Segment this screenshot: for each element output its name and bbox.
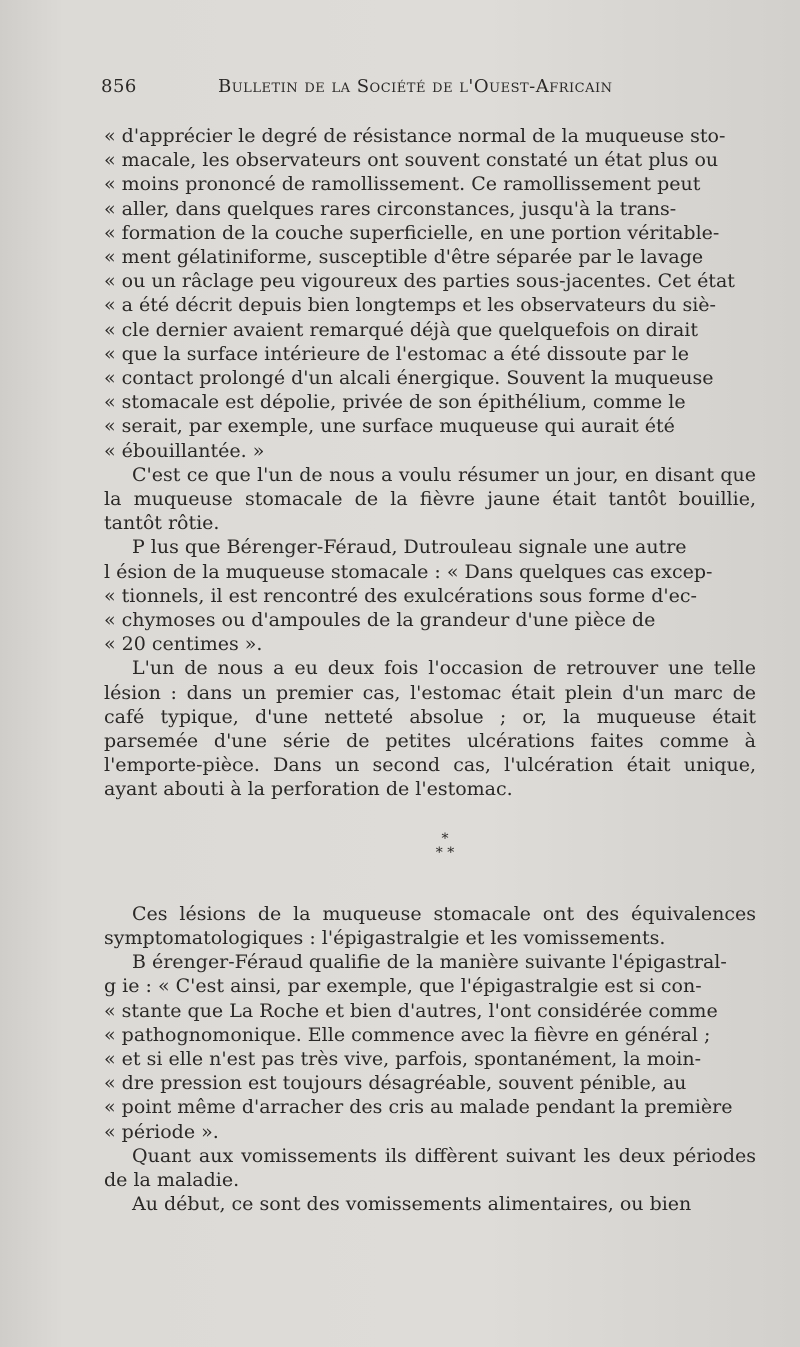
quote-line: « que la surface intérieure de l'estomac a été dissoute par le bbox=[104, 342, 689, 365]
page-number: 856 bbox=[101, 76, 137, 97]
quote-line: « macale, les observateurs ont souvent constaté un état plus ou bbox=[104, 149, 719, 172]
quote-line: « d'apprécier le degré de résistance normal de la muqueuse sto- bbox=[104, 125, 726, 147]
paragraph: C'est ce que l'un de nous a voulu résumer un jour, en disant que la muqueuse stomacale de la fièvre jaune était tantôt bouillie, tantôt rôtie. bbox=[104, 463, 756, 535]
quote-line: « ment gélatiniforme, susceptible d'être séparée par le lavage bbox=[104, 246, 704, 269]
ornament-stars: * * bbox=[435, 844, 455, 861]
paragraph-line: Plus que Bérenger-Féraud, Dutrouleau signale une autre bbox=[132, 536, 687, 559]
paragraph: Ces lésions de la muqueuse stomacale ont des équivalences symptomatologiques : l'épigastralgie et les vomissements. bbox=[104, 902, 756, 949]
ornament-star: * bbox=[441, 830, 449, 847]
quotation-block bbox=[104, 124, 756, 463]
quote-line: « dre pression est toujours désagréable, souvent pénible, au bbox=[104, 1072, 687, 1095]
quote-line: « a été décrit depuis bien longtemps et les observateurs du siè- bbox=[104, 294, 716, 317]
paragraph bbox=[104, 950, 756, 1144]
quote-line: « point même d'arracher des cris au malade pendant la première bbox=[104, 1096, 733, 1119]
quote-line: « moins prononcé de ramollissement. Ce ramollissement peut bbox=[104, 173, 701, 196]
page-header bbox=[101, 76, 761, 104]
quote-line: « stomacale est dépolie, privée de son épithélium, comme le bbox=[104, 391, 686, 414]
section-ornament bbox=[104, 832, 756, 860]
quote-line: « période ». bbox=[104, 1120, 219, 1143]
paragraph-line: lésion de la muqueuse stomacale : « Dans quelques cas excep- bbox=[104, 560, 713, 583]
paragraph-line: gie : « C'est ainsi, par exemple, que l'épigastralgie est si con- bbox=[104, 975, 702, 998]
quote-line: « formation de la couche superficielle, en une portion véritable- bbox=[104, 221, 720, 244]
quote-line: « ébouillantée. » bbox=[104, 439, 265, 462]
quote-line: « stante que La Roche et bien d'autres, l'ont considérée comme bbox=[104, 999, 718, 1022]
quote-line: « serait, par exemple, une surface muqueuse qui aurait été bbox=[104, 415, 675, 438]
body-text bbox=[104, 124, 756, 1216]
quote-line: « tionnels, il est rencontré des exulcérations sous forme d'ec- bbox=[104, 584, 697, 607]
quote-line: « cle dernier avaient remarqué déjà que quelquefois on dirait bbox=[104, 318, 699, 341]
paragraph-line: Bérenger-Féraud qualifie de la manière suivante l'épigastral- bbox=[132, 951, 727, 974]
paragraph: Au début, ce sont des vomissements alimentaires, ou bien bbox=[132, 1193, 692, 1216]
quote-line: « chymoses ou d'ampoules de la grandeur d'une pièce de bbox=[104, 609, 656, 632]
quote-line: « 20 centimes ». bbox=[104, 633, 263, 656]
quote-line: « pathognomonique. Elle commence avec la fièvre en général ; bbox=[104, 1023, 711, 1046]
paragraph bbox=[104, 535, 756, 656]
paragraph: Quant aux vomissements ils diffèrent suivant les deux périodes de la maladie. bbox=[104, 1144, 756, 1191]
paragraph: L'un de nous a eu deux fois l'occasion de retrouver une telle lésion : dans un premier cas, l'estomac était plein d'un marc de café typique, d'une netteté absolue ; or, la muqueuse était parsemée d'une série de petites ulcérations faites comme à l'emporte-pièce. Dans un second cas, l'ulcération était unique, ayant abouti à la perforation de l'estomac. bbox=[104, 657, 756, 801]
quote-line: « contact prolongé d'un alcali énergique. Souvent la muqueuse bbox=[104, 367, 714, 390]
quote-line: « et si elle n'est pas très vive, parfois, spontanément, la moin- bbox=[104, 1047, 701, 1070]
running-title: Bulletin de la Société de l'Ouest-Africain bbox=[218, 76, 613, 97]
quote-line: « ou un râclage peu vigoureux des parties sous-jacentes. Cet état bbox=[104, 270, 735, 293]
quote-line: « aller, dans quelques rares circonstances, jusqu'à la trans- bbox=[104, 197, 677, 220]
